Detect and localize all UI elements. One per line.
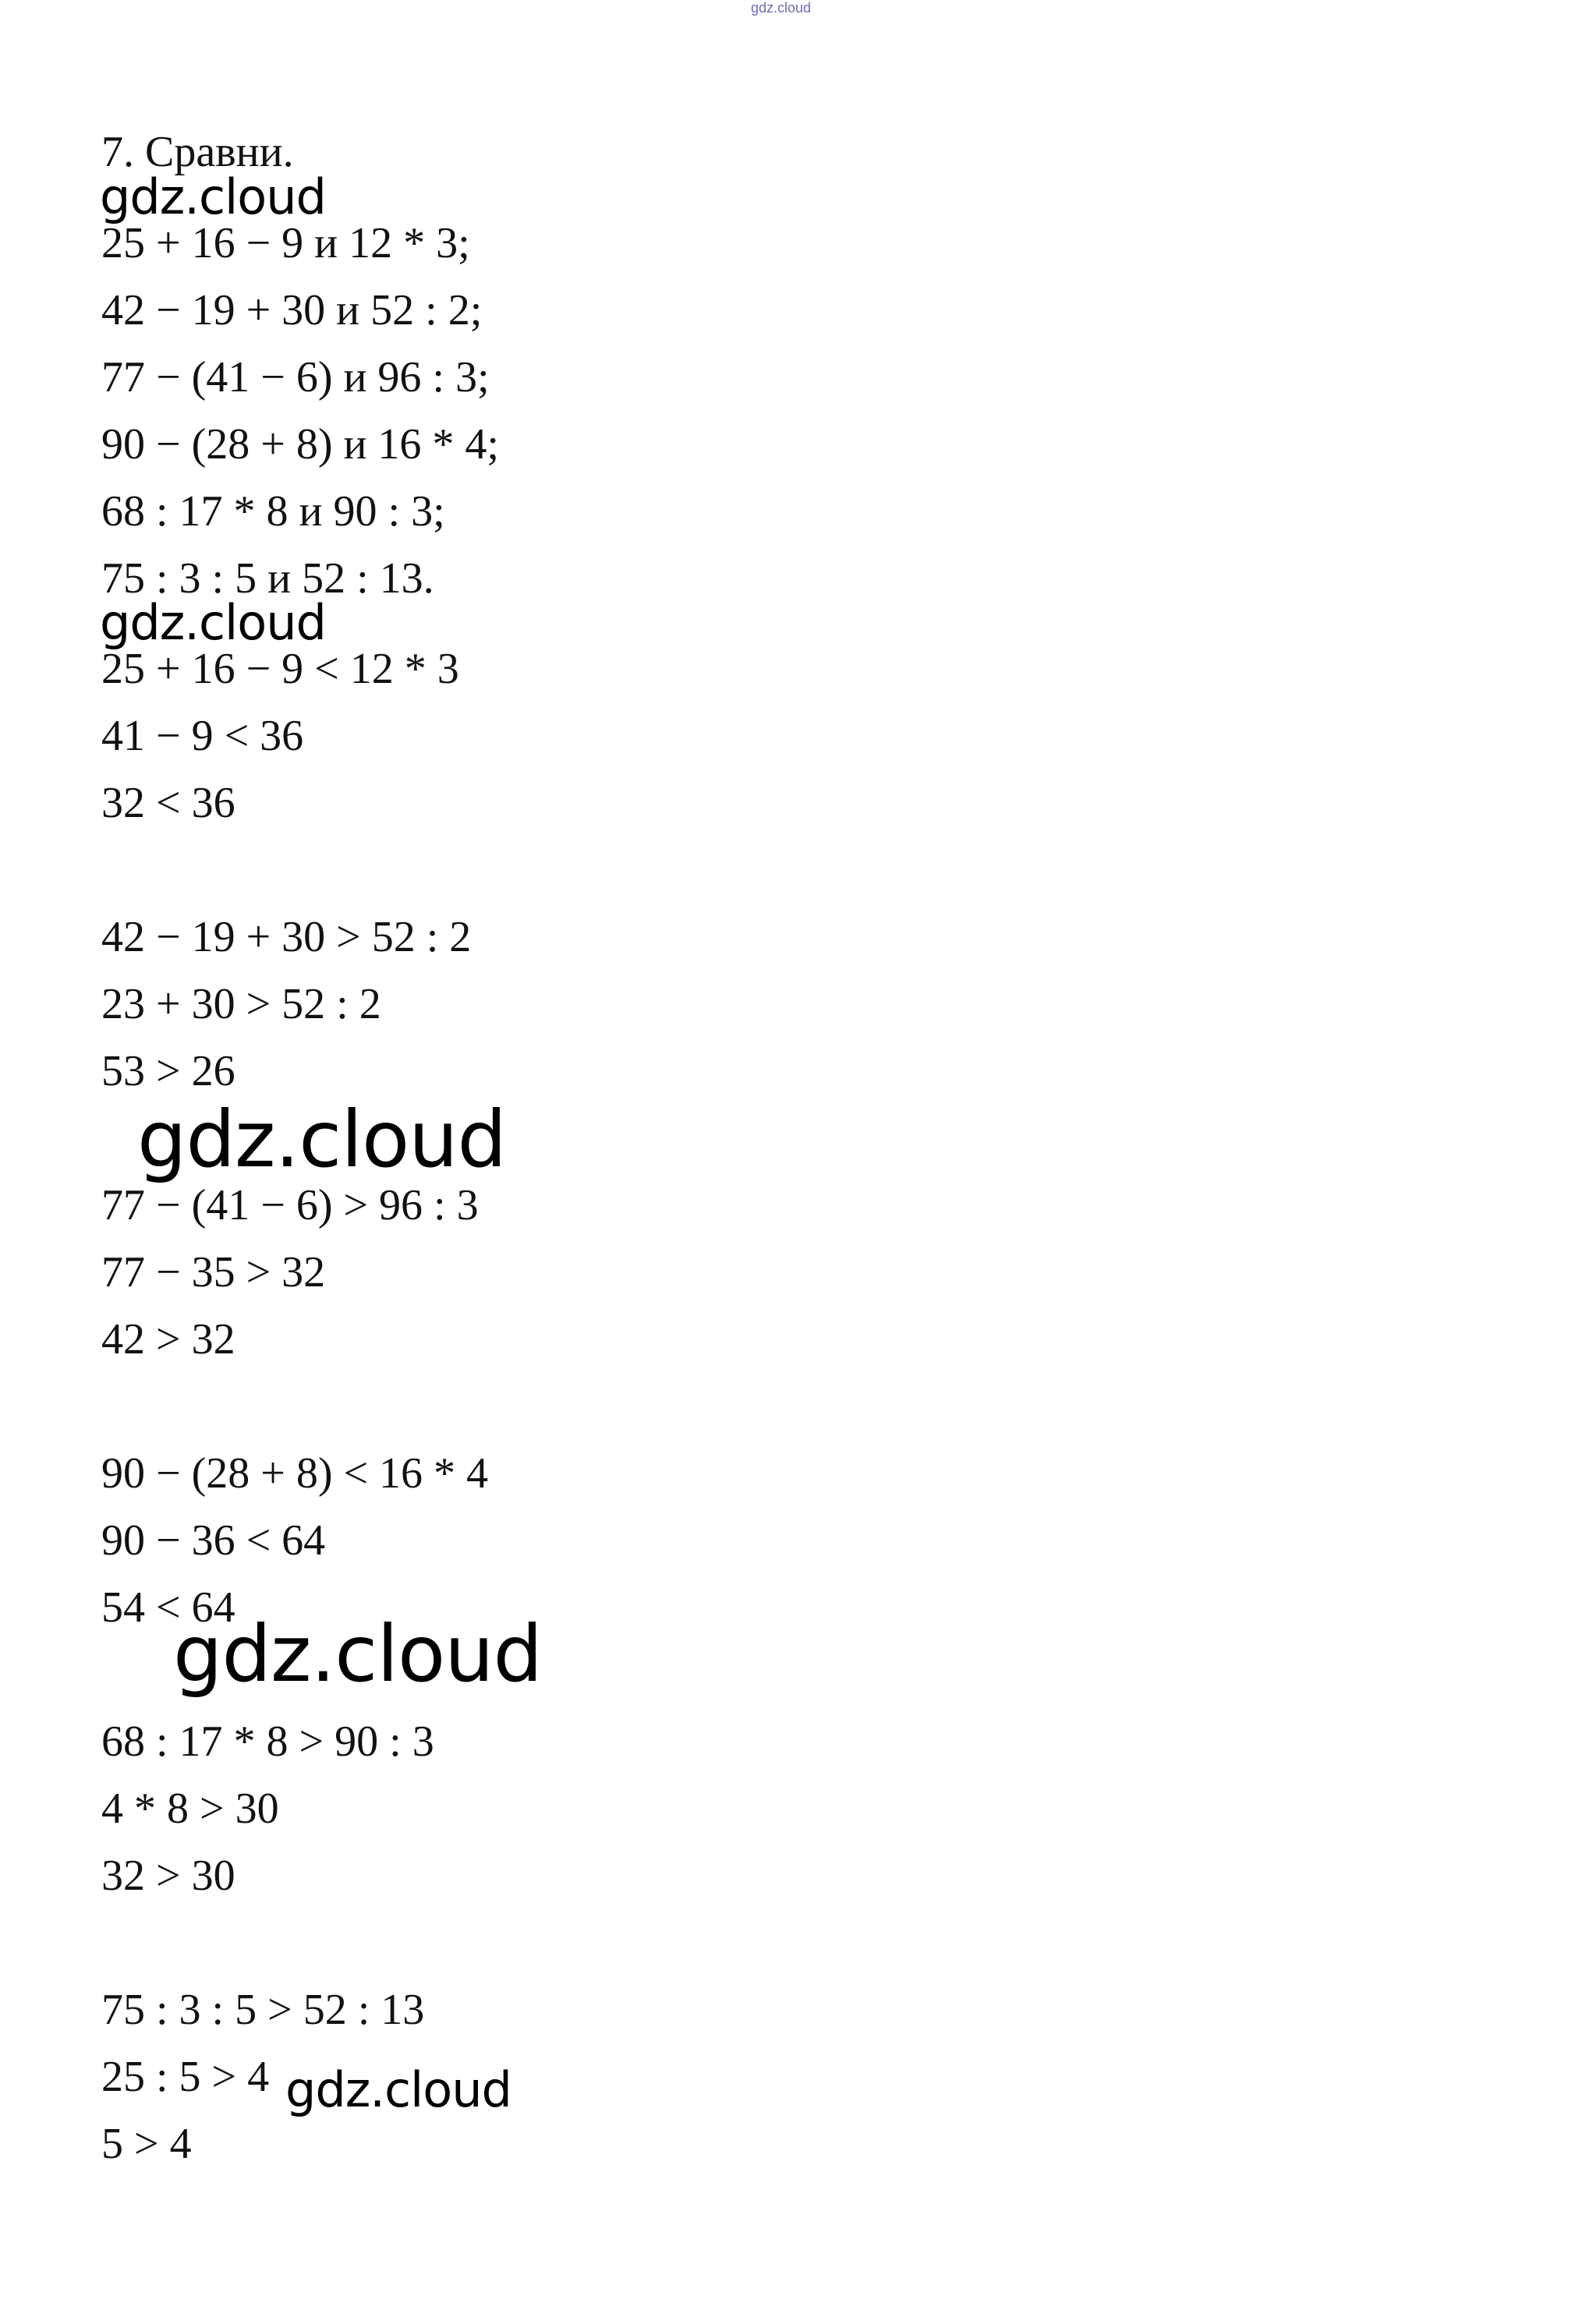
solution-line: 25 + 16 − 9 < 12 * 3 (101, 645, 459, 693)
solution-line: 25 : 5 > 4 (101, 2053, 270, 2101)
solution-line: 77 − (41 − 6) > 96 : 3 (101, 1181, 479, 1229)
task-line: 25 + 16 − 9 и 12 * 3; (101, 219, 470, 267)
watermark: gdz.cloud (100, 168, 326, 225)
watermark: gdz.cloud (173, 1608, 543, 1700)
solution-line: 23 + 30 > 52 : 2 (101, 980, 381, 1028)
watermark: gdz.cloud (100, 594, 326, 651)
solution-line: 5 > 4 (101, 2120, 192, 2168)
solution-line: 54 < 64 (101, 1583, 235, 1632)
task-title: 7. Сравни. (101, 128, 294, 176)
watermark: gdz.cloud (285, 2061, 512, 2118)
task-line: 68 : 17 * 8 и 90 : 3; (101, 487, 445, 536)
solution-line: 42 − 19 + 30 > 52 : 2 (101, 913, 472, 961)
solution-line: 75 : 3 : 5 > 52 : 13 (101, 1986, 425, 2034)
watermark: gdz.cloud (137, 1094, 507, 1185)
task-line: 77 − (41 − 6) и 96 : 3; (101, 353, 490, 401)
solution-line: 53 > 26 (101, 1047, 235, 1095)
solution-line: 68 : 17 * 8 > 90 : 3 (101, 1717, 434, 1766)
header-watermark: gdz.cloud (751, 0, 812, 16)
task-line: 90 − (28 + 8) и 16 * 4; (101, 420, 499, 469)
solution-line: 77 − 35 > 32 (101, 1248, 326, 1296)
solution-line: 42 > 32 (101, 1315, 235, 1364)
solution-line: 90 − (28 + 8) < 16 * 4 (101, 1449, 489, 1498)
task-line: 75 : 3 : 5 и 52 : 13. (101, 554, 434, 603)
solution-line: 4 * 8 > 30 (101, 1785, 279, 1833)
solution-line: 41 − 9 < 36 (101, 712, 304, 760)
solution-line: 32 < 36 (101, 779, 235, 827)
solution-line: 32 > 30 (101, 1852, 235, 1900)
task-line: 42 − 19 + 30 и 52 : 2; (101, 286, 483, 334)
solution-line: 90 − 36 < 64 (101, 1516, 326, 1565)
